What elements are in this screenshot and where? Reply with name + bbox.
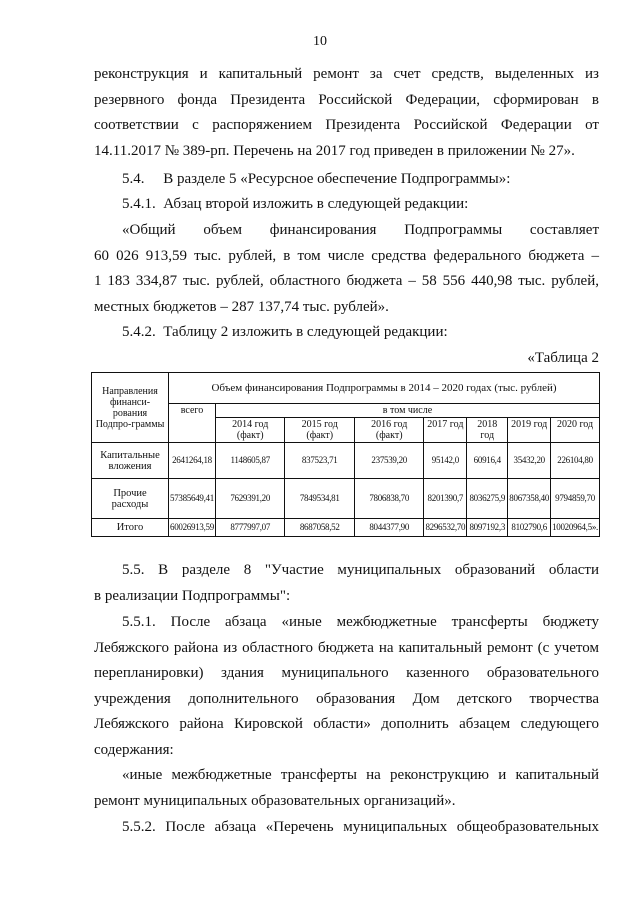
row-label-capital: Капитальные вложения bbox=[92, 443, 169, 479]
header-year: 2019 год bbox=[508, 418, 551, 443]
table-cell: 8777997,07 bbox=[215, 519, 285, 537]
section-5-5-2 bbox=[94, 815, 599, 841]
header-direction: Направления финанси-рования Подпро-граммы bbox=[92, 373, 169, 443]
text-line: Лебяжского района из областного бюджета на капитальный ремонт (с учетом bbox=[94, 639, 599, 656]
text-line: «Общий объем финансирования Подпрограммы составляет bbox=[122, 222, 599, 238]
text-line: Лебяжского района Кировской области» дополнить абзацем следующего bbox=[94, 716, 599, 732]
section-5-4-1 bbox=[94, 192, 599, 218]
table-cell: 226104,80 bbox=[551, 443, 600, 479]
header-year: 2014 год (факт) bbox=[215, 418, 285, 443]
header-year: 2017 год bbox=[424, 418, 467, 443]
table-label-text: «Таблица 2 bbox=[527, 350, 599, 366]
quote-transfers bbox=[94, 763, 599, 814]
text-line: содержания: bbox=[94, 741, 174, 758]
table-cell: 1148605,87 bbox=[215, 443, 285, 479]
table-cell: 95142,0 bbox=[424, 443, 467, 479]
table-cell: 8044377,90 bbox=[354, 519, 424, 537]
row-label-total: Итого bbox=[92, 519, 169, 537]
table-cell: 8036275,9 bbox=[467, 479, 508, 519]
section-5-4 bbox=[94, 167, 599, 193]
text-line: 1 183 334,87 тыс. рублей, областного бюджета – 58 556 440,98 тыс. рублей, bbox=[94, 273, 599, 289]
text-line: 5.5. В разделе 8 "Участие муниципальных образований области bbox=[122, 562, 599, 578]
row-label-other: Прочие расходы bbox=[92, 479, 169, 519]
header-year: 2018 год bbox=[467, 418, 508, 443]
financing-table bbox=[91, 372, 600, 537]
table-label bbox=[94, 346, 599, 372]
table-cell: 8687058,52 bbox=[285, 519, 355, 537]
header-year: 2015 год (факт) bbox=[285, 418, 355, 443]
table-cell: 10020964,5». bbox=[551, 519, 600, 537]
text-line: реконструкция и капитальный ремонт за счет средств, выделенных из bbox=[94, 66, 599, 82]
table-cell: 8067358,40 bbox=[508, 479, 551, 519]
text-line: соответствии с распоряжением Президента Российской Федерации от bbox=[94, 117, 599, 133]
table-cell: 2641264,18 bbox=[169, 443, 216, 479]
table-cell: 8097192,3 bbox=[467, 519, 508, 537]
table-cell: 9794859,70 bbox=[551, 479, 600, 519]
text-line: 5.5.2. После абзаца «Перечень муниципальных общеобразовательных bbox=[122, 819, 599, 835]
text-line: в реализации Подпрограммы": bbox=[94, 587, 291, 604]
section-5-5 bbox=[94, 558, 599, 609]
text-line: 14.11.2017 № 389-рп. Перечень на 2017 год приведен в приложении № 27». bbox=[94, 142, 575, 159]
table-cell: 8102790,6 bbox=[508, 519, 551, 537]
header-year: 2016 год (факт) bbox=[354, 418, 424, 443]
text-line: 5.4.1. Абзац второй изложить в следующей редакции: bbox=[122, 196, 469, 212]
page-number: 10 bbox=[313, 34, 327, 49]
table-cell: 7629391,20 bbox=[215, 479, 285, 519]
table-cell: 837523,71 bbox=[285, 443, 355, 479]
text-line: перепланировки) здания муниципального казенного образовательного bbox=[94, 665, 599, 681]
text-line: «иные межбюджетные трансферты на реконструкцию и капитальный bbox=[122, 767, 599, 783]
table-cell: 60026913,59 bbox=[169, 519, 216, 537]
table-cell: 237539,20 bbox=[354, 443, 424, 479]
table-cell: 35432,20 bbox=[508, 443, 551, 479]
text-line: 5.4.2. Таблицу 2 изложить в следующей редакции: bbox=[122, 324, 448, 340]
section-5-4-2 bbox=[94, 320, 599, 346]
header-year: 2020 год bbox=[551, 418, 600, 443]
section-5-5-1 bbox=[94, 610, 599, 763]
table-cell: 60916,4 bbox=[467, 443, 508, 479]
table-cell: 7806838,70 bbox=[354, 479, 424, 519]
quote-financing bbox=[94, 218, 599, 320]
table-cell: 7849534,81 bbox=[285, 479, 355, 519]
header-total: всего bbox=[169, 404, 216, 443]
header-including: в том числе bbox=[215, 404, 599, 418]
text-line: учреждения дополнительного образования Дом детского творчества bbox=[94, 690, 599, 707]
table-cell: 8296532,70 bbox=[424, 519, 467, 537]
table-cell: 8201390,7 bbox=[424, 479, 467, 519]
table-cell: 57385649,41 bbox=[169, 479, 216, 519]
text-line: 5.4. В разделе 5 «Ресурсное обеспечение Подпрограммы»: bbox=[122, 171, 511, 187]
text-line: 5.5.1. После абзаца «иные межбюджетные трансферты бюджету bbox=[122, 614, 599, 630]
text-line: ремонт муниципальных образовательных организаций». bbox=[94, 792, 456, 809]
header-volume: Объем финансирования Подпрограммы в 2014 – 2020 годах (тыс. рублей) bbox=[169, 373, 600, 404]
text-line: резервного фонда Президента Российской Федерации, сформирован в bbox=[94, 91, 599, 108]
paragraph-intro bbox=[94, 62, 599, 164]
text-line: 60 026 913,59 тыс. рублей, в том числе средства федерального бюджета – bbox=[94, 247, 599, 264]
text-line: местных бюджетов – 287 137,74 тыс. рублей». bbox=[94, 298, 389, 315]
